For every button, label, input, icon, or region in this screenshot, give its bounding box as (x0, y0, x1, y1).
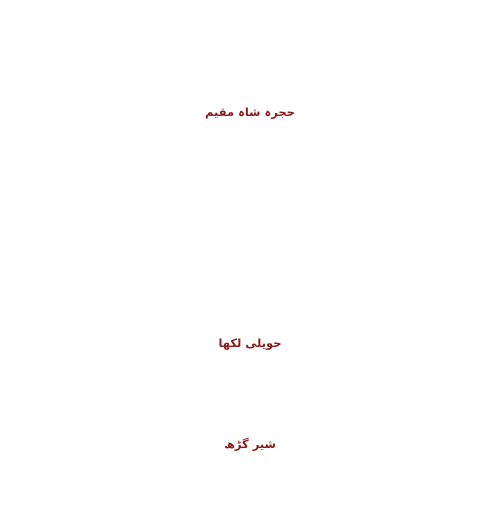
section-paragraph-shergarh (6, 454, 494, 504)
section-paragraph-jahra-shah-muqeem (6, 122, 494, 332)
intro-paragraph (6, 4, 494, 101)
section-heading-jahra-shah-muqeem: حجرہ شاہ مقیم (205, 105, 295, 119)
section-heading-shergarh: شیر گڑھ (224, 437, 276, 451)
section-heading-haveli-lakha: حویلی لکھا (218, 336, 282, 350)
section-paragraph-haveli-lakha (6, 353, 494, 433)
